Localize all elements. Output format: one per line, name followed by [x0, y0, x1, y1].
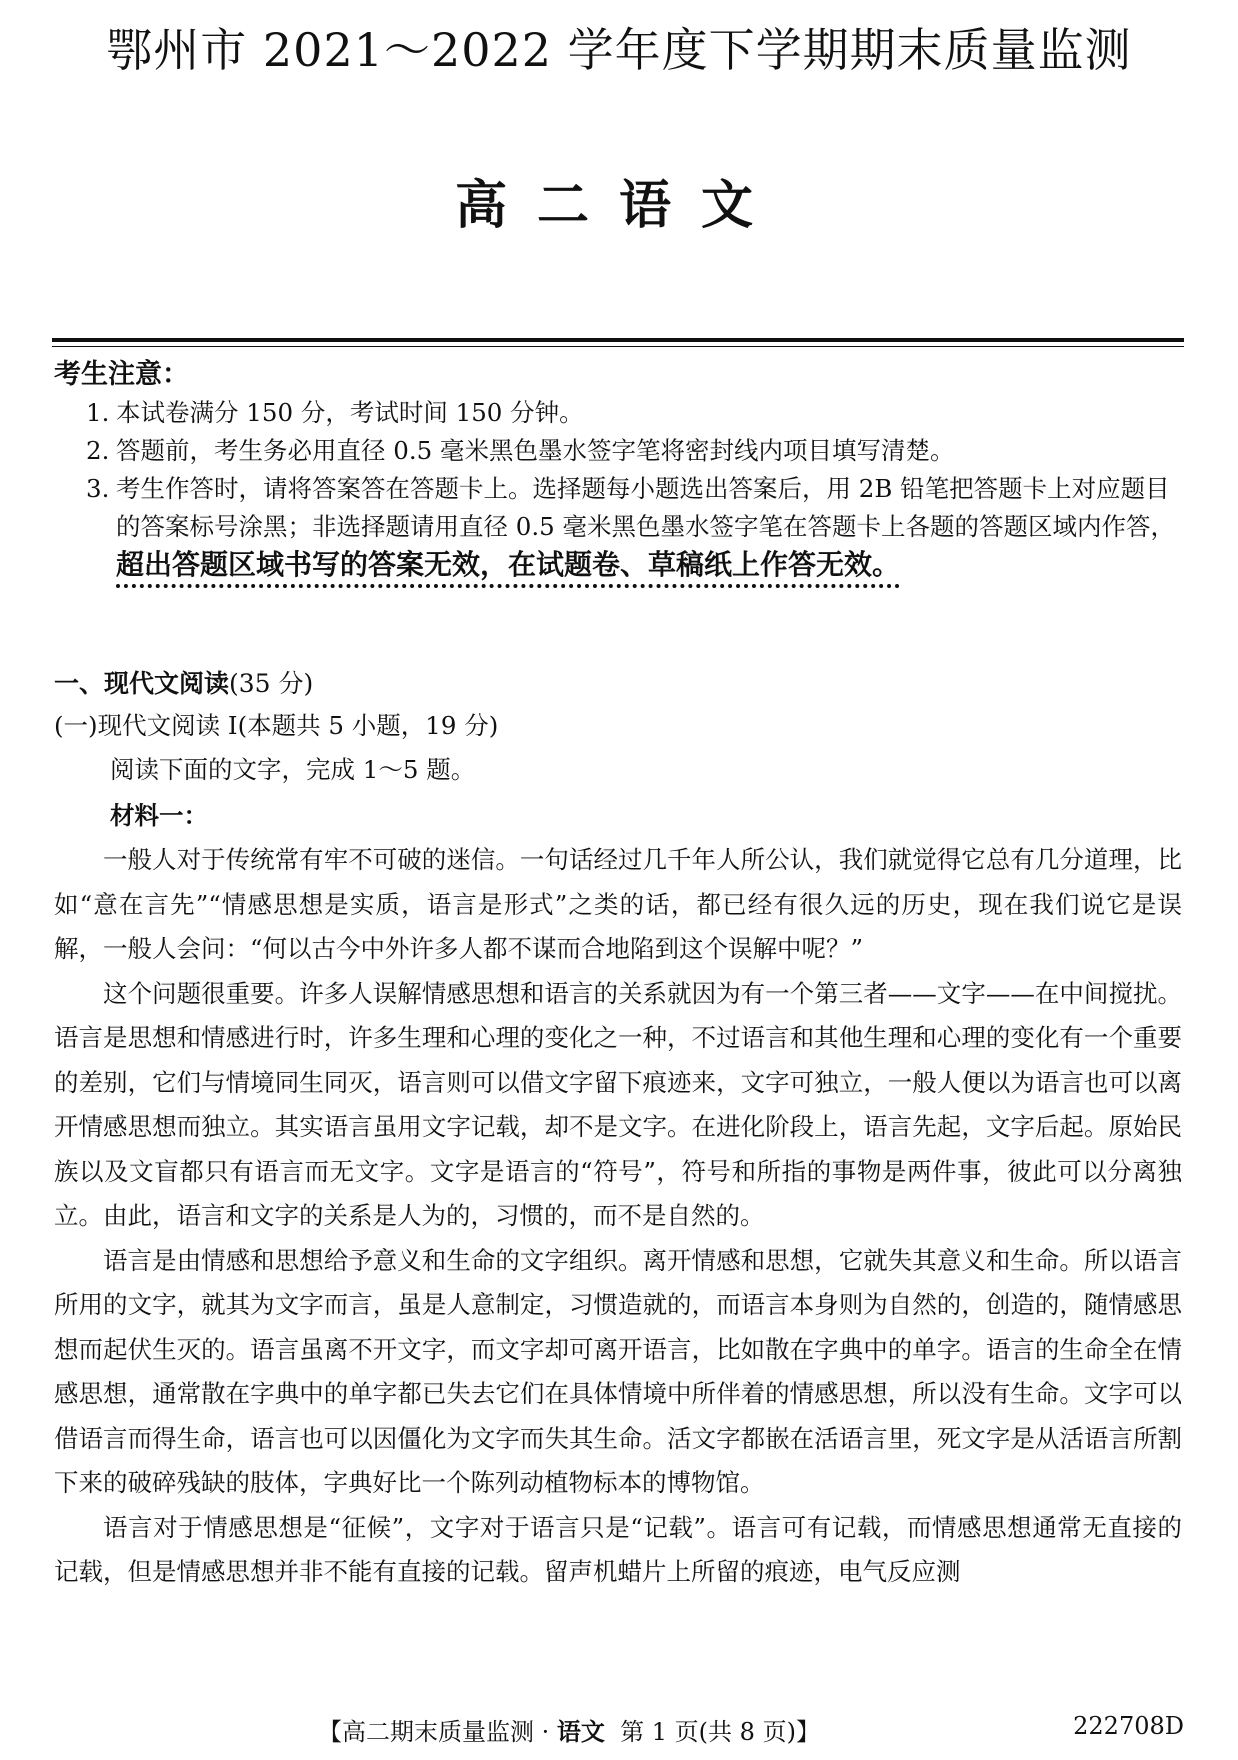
header-divider-thick: [52, 338, 1184, 342]
footer-paper-code: 222708D: [1073, 1712, 1184, 1740]
passage-paragraph: 语言对于情感思想是“征候”，文字对于语言只是“记载”。语言可有记载，而情感思想通常无直接的记载，但是情感思想并非不能有直接的记载。留声机蜡片上所留的痕迹，电气反应测: [54, 1512, 1182, 1586]
notice-heading: 考生注意：: [54, 359, 189, 390]
subsection-heading: (一)现代文阅读 I(本题共 5 小题，19 分): [54, 711, 499, 740]
candidate-notice: [54, 356, 1188, 585]
section-heading: [54, 664, 1188, 704]
notice-item-text: 考生作答时，请将答案答在答题卡上。选择题每小题选出答案后，用 2B 铅笔把答题卡上对应题目的答案标号涂黑；非选择题请用直径 0.5 毫米黑色墨水签字笔在答题卡上各题的答题区域内作答，: [116, 474, 1176, 541]
notice-item-number: 1.: [86, 398, 110, 427]
section-heading-score: (35 分): [229, 669, 314, 698]
reading-instruction: 阅读下面的文字，完成 1～5 题。: [110, 755, 476, 784]
notice-item-number: 3.: [86, 474, 110, 503]
exam-title: 鄂州市 2021～2022 学年度下学期期末质量监测: [106, 23, 1132, 77]
footer-bracket-right: 】: [795, 1718, 820, 1746]
passage-paragraph: 一般人对于传统常有牢不可破的迷信。一句话经过几千年人所公认，我们就觉得它总有几分道理，比如“意在言先”“情感思想是实质，语言是形式”之类的话，都已经有很久远的历史，现在我们说它是误解，一般人会问：“何以古今中外许多人都不谋而合地陷到这个误解中呢？”: [54, 845, 1182, 963]
material-label: 材料一：: [110, 801, 208, 830]
notice-item-text: 本试卷满分 150 分，考试时间 150 分钟。: [116, 398, 584, 427]
subject-title: 高二语文: [454, 175, 783, 236]
notice-item-number: 2.: [86, 436, 110, 465]
footer-label: 高二期末质量监测 ·: [342, 1718, 557, 1746]
notice-item: [54, 394, 1188, 432]
notice-item: [54, 470, 1188, 585]
footer-subject: 语文: [556, 1718, 605, 1746]
header-divider-thin: [52, 346, 1184, 347]
passage-paragraph: 语言是由情感和思想给予意义和生命的文字组织。离开情感和思想，它就失其意义和生命。所以语言所用的文字，就其为文字而言，虽是人意制定，习惯造就的，而语言本身则为自然的，创造的，随情感思想而起伏生灭的。语言虽离不开文字，而文字却可离开语言，比如散在字典中的单字。语言的生命全在情感思想，通常散在字典中的单字都已失去它们在具体情境中所伴着的情感思想，所以没有生命。文字可以借语言而得生命，语言也可以因僵化为文字而失其生命。活文字都嵌在活语言里，死文字是从活语言所割下来的破碎残缺的肢体，字典好比一个陈列动植物标本的博物馆。: [54, 1245, 1182, 1497]
footer-bracket-left: 【: [318, 1718, 342, 1746]
notice-emphasis: 超出答题区域书写的答案无效，在试题卷、草稿纸上作答无效。: [116, 548, 901, 581]
notice-item-text: 答题前，考生务必用直径 0.5 毫米黑色墨水签字笔将密封线内项目填写清楚。: [116, 436, 955, 465]
reading-passage: [54, 838, 1182, 1595]
footer-page-number: 第 1 页(共 8 页): [620, 1718, 796, 1746]
notice-item: [54, 432, 1188, 470]
section-heading-title: 一、现代文阅读: [54, 669, 230, 698]
passage-paragraph: 这个问题很重要。许多人误解情感思想和语言的关系就因为有一个第三者——文字——在中间搅扰。语言是思想和情感进行时，许多生理和心理的变化之一种，不过语言和其他生理和心理的变化有一个重要的差别，它们与情境同生同灭，语言则可以借文字留下痕迹来，文字可独立，一般人便以为语言也可以离开情感思想而独立。其实语言虽用文字记载，却不是文字。在进化阶段上，语言先起，文字后起。原始民族以及文盲都只有语言而无文字。文字是语言的“符号”，符号和所指的事物是两件事，彼此可以分离独立。由此，语言和文字的关系是人为的，习惯的，而不是自然的。: [54, 978, 1182, 1230]
footer-page-info: [318, 1712, 820, 1747]
